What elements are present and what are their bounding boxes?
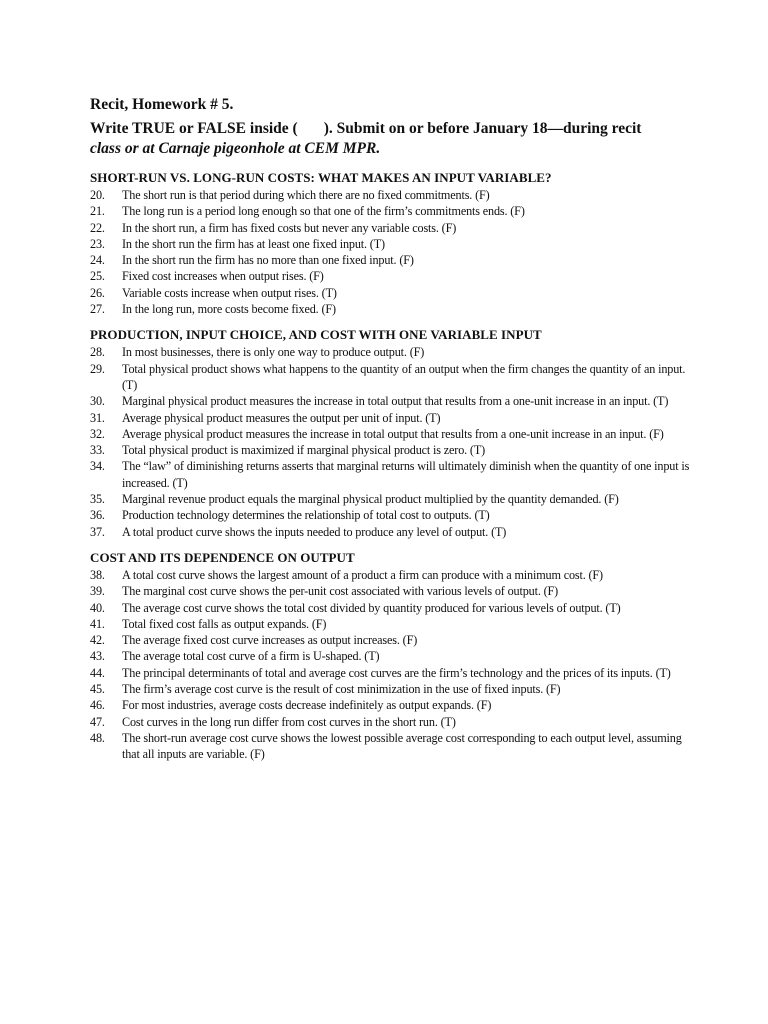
question-text: Total physical product is maximized if marginal physical product is zero. (T) [122, 443, 486, 458]
question-item [90, 491, 690, 507]
question-text: The long run is a period long enough so that one of the firm’s commitments ends. (F) [122, 204, 525, 219]
question-number: 44. [90, 665, 105, 680]
question-item [90, 632, 690, 648]
question-sections [90, 170, 690, 763]
question-item [90, 426, 690, 442]
question-text: Average physical product measures the output per unit of input. (T) [122, 410, 441, 425]
question-item [90, 252, 690, 268]
instruction-text-end: ). Submit on or before January 18—during recit [323, 120, 642, 137]
question-number: 41. [90, 616, 105, 631]
section-heading: PRODUCTION, INPUT CHOICE, AND COST WITH ONE VARIABLE INPUT [90, 327, 542, 343]
question-text: The principal determinants of total and average cost curves are the firm’s technology and the prices of its inputs. (T) [122, 665, 671, 680]
question-text: For most industries, average costs decrease indefinitely as output expands. (F) [122, 698, 492, 713]
question-number: 46. [90, 698, 105, 713]
question-text: Total fixed cost falls as output expands. (F) [122, 616, 327, 631]
question-number: 48. [90, 730, 105, 745]
question-text: Marginal revenue product equals the marginal physical product multiplied by the quantity demanded. (F) [122, 492, 619, 507]
instruction-line-2: class or at Carnaje pigeonhole at CEM MPR. [90, 140, 381, 157]
question-text: The short run is that period during which there are no fixed commitments. (F) [122, 188, 490, 202]
question-item [90, 301, 690, 317]
question-number: 43. [90, 649, 105, 664]
question-number: 26. [90, 285, 105, 300]
question-number: 32. [90, 426, 105, 441]
question-item [90, 730, 690, 763]
question-number: 35. [90, 492, 105, 507]
question-text: Variable costs increase when output rises. (T) [122, 285, 337, 300]
section-heading: SHORT-RUN VS. LONG-RUN COSTS: WHAT MAKES AN INPUT VARIABLE? [90, 170, 552, 185]
instruction-line [90, 119, 690, 139]
question-number: 30. [90, 394, 105, 409]
document-title: Recit, Homework # 5. [90, 96, 234, 113]
instruction-text-start: Write TRUE or FALSE inside ( [90, 120, 298, 137]
question-number: 40. [90, 600, 105, 615]
question-item [90, 203, 690, 219]
question-item [90, 442, 690, 458]
question-text: In the short run, a firm has fixed costs but never any variable costs. (F) [122, 220, 457, 235]
question-item [90, 567, 690, 583]
question-text: Production technology determines the relationship of total cost to outputs. (T) [122, 508, 490, 523]
question-text: A total cost curve shows the largest amount of a product a firm can produce with a minimum cost. (F) [122, 567, 603, 582]
question-item [90, 507, 690, 523]
question-item [90, 187, 690, 203]
question-number: 38. [90, 567, 105, 582]
question-number: 29. [90, 361, 105, 376]
question-item [90, 524, 690, 540]
question-text: The average cost curve shows the total cost divided by quantity produced for various levels of output. (T) [122, 600, 621, 615]
question-item [90, 236, 690, 252]
question-text: In the short run the firm has no more than one fixed input. (F) [122, 253, 414, 268]
question-number: 23. [90, 236, 105, 251]
question-text: Cost curves in the long run differ from cost curves in the short run. (T) [122, 714, 456, 729]
question-list [90, 187, 690, 317]
question-list [90, 567, 690, 763]
question-item [90, 714, 690, 730]
question-text: The short-run average cost curve shows the lowest possible average cost corresponding to each output level, assuming that all inputs are variable. (F) [122, 730, 682, 762]
question-text: Fixed cost increases when output rises. (F) [122, 269, 324, 284]
question-item [90, 648, 690, 664]
question-item [90, 583, 690, 599]
question-number: 21. [90, 204, 105, 219]
question-item [90, 220, 690, 236]
question-number: 20. [90, 188, 105, 202]
question-list [90, 344, 690, 540]
question-text: The “law” of diminishing returns asserts that marginal returns will ultimately diminish when the quantity of one input is increased. (T) [122, 459, 690, 490]
question-item [90, 268, 690, 284]
question-item [90, 681, 690, 697]
question-section [90, 550, 690, 763]
question-number: 39. [90, 584, 105, 599]
question-text: In most businesses, there is only one way to produce output. (F) [122, 345, 425, 360]
question-section [90, 170, 690, 317]
question-number: 24. [90, 253, 105, 268]
question-item [90, 361, 690, 394]
question-number: 47. [90, 714, 105, 729]
question-item [90, 410, 690, 426]
question-number: 45. [90, 682, 105, 697]
question-item [90, 393, 690, 409]
question-text: Marginal physical product measures the increase in total output that results from a one-unit increase in an input. (T) [122, 394, 669, 409]
question-number: 27. [90, 302, 105, 317]
question-text: The marginal cost curve shows the per-unit cost associated with various levels of output. (F) [122, 584, 559, 599]
question-item [90, 285, 690, 301]
question-text: A total product curve shows the inputs needed to produce any level of output. (T) [122, 524, 507, 539]
question-number: 33. [90, 443, 105, 458]
question-number: 31. [90, 410, 105, 425]
homework-page [90, 95, 690, 763]
question-number: 22. [90, 220, 105, 235]
question-text: Average physical product measures the increase in total output that results from a one-unit increase in an input. (F) [122, 426, 664, 441]
question-text: The firm’s average cost curve is the result of cost minimization in the use of fixed inputs. (F) [122, 682, 561, 697]
question-text: Total physical product shows what happens to the quantity of an output when the firm changes the quantity of an input. (T) [122, 361, 686, 392]
question-number: 28. [90, 345, 105, 360]
question-number: 25. [90, 269, 105, 284]
question-number: 42. [90, 633, 105, 648]
question-item [90, 600, 690, 616]
section-heading: COST AND ITS DEPENDENCE ON OUTPUT [90, 549, 355, 565]
question-text: The average total cost curve of a firm is U-shaped. (T) [122, 649, 380, 664]
question-number: 36. [90, 508, 105, 523]
question-text: The average fixed cost curve increases as output increases. (F) [122, 633, 418, 648]
question-item [90, 665, 690, 681]
question-number: 34. [90, 459, 105, 474]
question-number: 37. [90, 524, 105, 539]
question-text: In the short run the firm has at least one fixed input. (T) [122, 236, 385, 251]
question-section [90, 327, 690, 540]
question-item [90, 344, 690, 360]
question-item [90, 458, 690, 491]
question-item [90, 616, 690, 632]
question-item [90, 697, 690, 713]
question-text: In the long run, more costs become fixed. (F) [122, 302, 336, 317]
